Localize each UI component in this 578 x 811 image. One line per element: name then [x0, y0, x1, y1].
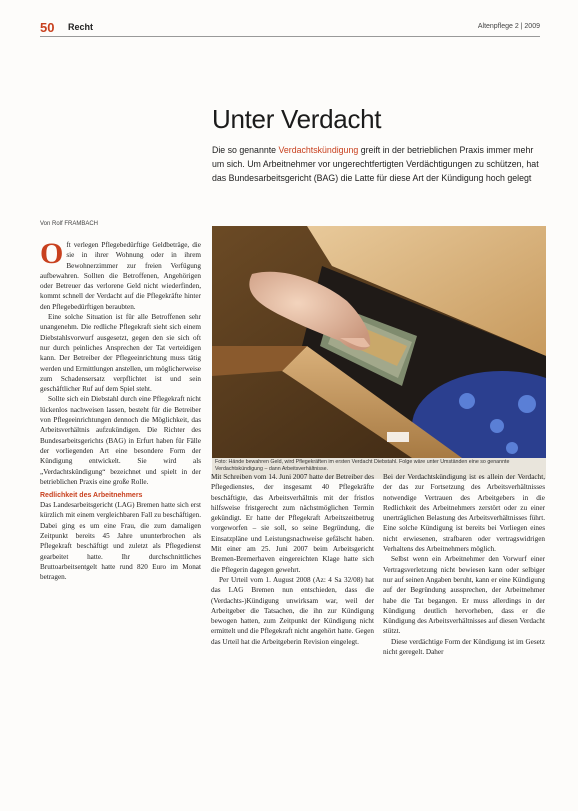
paragraph: Eine solche Situation ist für alle Betroffenen sehr unangenehm. Die redliche Pflegekraft sieht sich einem Diebstahlsvorwurf ausgesetzt, gegen den sie sich oft nur durch peinliches Ansprechen der Tat verteidigen kann. Der Betreiber der Pflegeeinrichtung muss tätig werden und Ermittlungen anstellen, um möglicherweise zum Schadensersatz verpflichtet ist und sein geschäftlicher Ruf auf dem Spiel steht. — [40, 313, 201, 394]
article-photo — [212, 226, 546, 458]
page-number: 50 — [40, 20, 55, 35]
lead-suffix: greift in der betrieblichen Praxis immer mehr um sich. Um Arbeitnehmer vor ungerechtfertigten Verdächtigungen zu schützen, hat das Bundesarbeitsgericht (BAG) die Latte für diese Art der Kündigung hoch gelegt — [212, 145, 539, 184]
paragraph: Das Landesarbeitsgericht (LAG) Bremen hatte sich erst kürzlich mit einem vergleichbaren Fall zu beschäftigen. Dabei ging es um eine Frau, die zum damaligen Zeitpunkt bereits 45 Jahre ununterbrochen als Pflegekraft beschäftigt und zuletzt als Pflegedienst gearbeitet hatte. Ihr durchschnittliches Bruttoarbeitsentgelt hatte rund 820 Euro im Monat betragen. — [40, 501, 201, 582]
issue-label: Altenpflege 2 | 2009 — [477, 23, 540, 30]
body-column-1 — [40, 237, 201, 583]
paragraph — [40, 237, 201, 312]
lead-prefix: Die so genannte — [212, 145, 279, 155]
paragraph: Selbst wenn ein Arbeitnehmer den Vorwurf einer Vertragsverletzung nicht bewiesen kann oder selbiger nur auf seinen Angaben beruht, kann er eine Kündigung auf der Begründung aussprechen, der Arbeitnehmer habe die Tat begangen. Er muss allerdings in der Kündigung deutlich hervorheben, dass er die Kündigung des Arbeitsverhältnisses auf diesen Verdacht stützt. — [383, 555, 545, 636]
author-byline: Von Rolf FRAMBACH — [40, 221, 99, 227]
article-title: Unter Verdacht — [212, 104, 382, 134]
paragraph-text: ft verlegen Pflegebedürftige Geldbeträge, die sie in ihrer Wohnung oder in ihrem Bewohnerzimmer zur freien Verfügung aufbewahren. Sollten die Betroffenen, Angehörigen oder Betreuer das verlorene Geld nicht wiederfinden, kommt schnell der Verdacht auf die Pflegekräfte hinter den Pflegebedürftigen beraubten. — [40, 241, 201, 311]
subheading: Redlichkeit des Arbeitnehmers — [40, 492, 143, 500]
paragraph: Diese verdächtige Form der Kündigung ist im Gesetz nicht geregelt. Daher — [383, 637, 545, 657]
section-label: Recht — [68, 22, 94, 32]
lead-highlight: Verdachtskündigung — [278, 145, 359, 155]
paragraph: Per Urteil vom 1. August 2008 (Az: 4 Sa 32/08) hat das LAG Bremen nun entschieden, dass die (Verdachts-)Kündigung unwirksam war, weil der Arbeitgeber die Tatsachen, die ihn zur Kündigung bewogen hatten, zum Zeitpunkt der Kündigung nicht ermittelt und die Pflegekraft nicht angehört hatte. Gegen das Urteil hat die Arbeitgeberin Revision eingelegt. — [211, 575, 374, 646]
photo-caption: Foto: Hände bewahren Geld, wird Pflegekräften im ersten Verdacht Diebstahl. Folge wäre unter Umständen eine so genannte Verdachtskündigung – dann Arbeitsverhältnisse. — [212, 458, 546, 479]
paragraph: Bei der Verdachtskündigung ist es allein der Verdacht, der das zur Fortsetzung des Arbeitsverhältnisses notwendige Vertrauen des Arbeitgebers in die Redlichkeit des Arbeitnehmers zerstört oder zu einer unerträglichen Belastung des Arbeitsverhältnisses führt. Eine solche Kündigung ist bereits bei Vorliegen eines nicht erwiesenen, strafbaren oder vertragswidrigen Verhaltens des Arbeitnehmers möglich. — [383, 473, 545, 554]
paragraph: Mit Schreiben vom 14. Juni 2007 hatte der Betreiber des Pflegedienstes, der insgesamt 40 Pflegekräfte beschäftigte, das Arbeitsverhältnis mit der fristlos hilfsweise fristgerecht zum nächstmöglichen Termin gekündigt. Er hatte der Pflegekraft Arbeitszeitbetrug vorgeworfen – sie soll, so seine Begründung, die Einsatzpläne und Leistungsnachweise gefälscht haben. Mit einer am 25. Juni 2007 beim Arbeitsgericht Bremen-Bremerhaven eingereichten Klage hatte sich die Pflegerin dagegen gewehrt. — [211, 473, 374, 574]
article-lead — [212, 143, 547, 186]
body-column-2 — [211, 472, 374, 647]
body-column-3 — [383, 472, 545, 657]
paragraph: Sollte sich ein Diebstahl durch eine Pflegekraft nicht lückenlos nachweisen lassen, besteht für die Betreiber von Pflegeeinrichtungen dennoch die Möglichkeit, das Arbeitsverhältnis aufzukündigen. Die Richter des Bundesarbeitsgerichts (BAG) in Erfurt haben für Fälle der vorliegenden Art eine besondere Form der Kündigung entwickelt. Sie wird als „Verdachtskündigung“ bezeichnet und spielt in der betrieblichen Praxis eine große Rolle. — [40, 395, 201, 486]
photo-drawer-money — [212, 226, 546, 458]
dropcap: O — [40, 237, 64, 270]
header-rule — [40, 36, 540, 37]
page-header — [40, 20, 540, 36]
